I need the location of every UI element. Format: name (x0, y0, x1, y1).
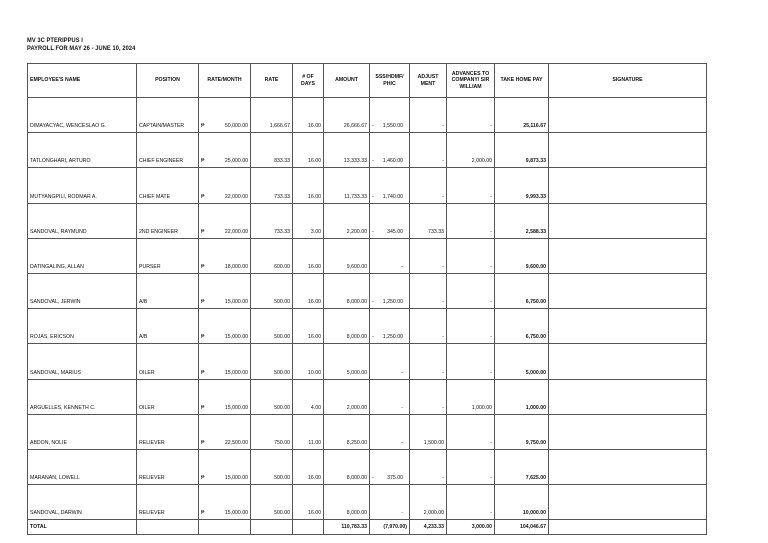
take-home-pay: 9,750.00 (495, 414, 549, 449)
rate-month-value: 25,000.00 (224, 158, 248, 165)
rate-month-value: 18,000.00 (224, 263, 248, 270)
table-row (28, 379, 707, 414)
total-sss: (7,970.00) (370, 520, 410, 535)
table-row (28, 273, 707, 308)
sss-value: 345.00 (387, 228, 403, 235)
table-row (28, 133, 707, 168)
sss-value: - (401, 510, 403, 517)
peso-sign: ₱ (201, 193, 205, 200)
sss-hdmf-phic (370, 273, 410, 308)
rate-month (199, 238, 251, 273)
sss-dash: - (372, 193, 374, 200)
rate-month (199, 485, 251, 520)
sss-dash: - (372, 228, 374, 235)
sss-hdmf-phic (370, 485, 410, 520)
sss-value: - (401, 404, 403, 411)
column-header: SSS/HDMF/ PHIC (370, 64, 410, 98)
sss-hdmf-phic (370, 203, 410, 238)
total-empty (199, 520, 251, 535)
rate: 500.00 (251, 309, 293, 344)
table-row (28, 344, 707, 379)
position: CHIEF ENGINEER (137, 133, 199, 168)
amount: 26,666.67 (324, 98, 370, 133)
adjustment: - (410, 309, 447, 344)
employee-name: DATINGALING, ALLAN (28, 238, 137, 273)
signature-cell (549, 379, 707, 414)
amount: 8,000.00 (324, 485, 370, 520)
rate-month (199, 309, 251, 344)
payroll-period-title: PAYROLL FOR MAY 26 - JUNE 10, 2024 (27, 45, 136, 52)
position: A/B (137, 309, 199, 344)
rate-month (199, 168, 251, 203)
rate-month-value: 15,000.00 (224, 475, 248, 482)
column-header: TAKE HOME PAY (495, 64, 549, 98)
employee-name: SANDOVAL, RAYMUND (28, 203, 137, 238)
rate-month-value: 15,000.00 (224, 510, 248, 517)
table-row (28, 168, 707, 203)
signature-cell (549, 238, 707, 273)
advances: - (447, 344, 495, 379)
rate-month-value: 15,000.00 (224, 369, 248, 376)
days: 16.00 (293, 485, 324, 520)
sss-value: - (401, 263, 403, 270)
sss-value: 1,550.00 (382, 123, 403, 130)
sss-hdmf-phic (370, 344, 410, 379)
column-header: ADJUST MENT (410, 64, 447, 98)
sss-dash: - (372, 123, 374, 130)
take-home-pay: 9,600.00 (495, 238, 549, 273)
adjustment: - (410, 168, 447, 203)
adjustment: - (410, 133, 447, 168)
rate: 500.00 (251, 344, 293, 379)
rate: 1,666.67 (251, 98, 293, 133)
position: PURSER (137, 238, 199, 273)
signature-cell (549, 273, 707, 308)
total-take-home-pay: 104,046.67 (495, 520, 549, 535)
position: OILER (137, 344, 199, 379)
days: 16.00 (293, 273, 324, 308)
total-signature-cell (549, 520, 707, 535)
amount: 8,000.00 (324, 309, 370, 344)
adjustment: - (410, 379, 447, 414)
table-row (28, 449, 707, 484)
rate-month (199, 273, 251, 308)
adjustment: - (410, 449, 447, 484)
peso-sign: ₱ (201, 510, 205, 517)
advances: - (447, 168, 495, 203)
amount: 11,733.33 (324, 168, 370, 203)
advances: 2,000.00 (447, 133, 495, 168)
take-home-pay: 10,000.00 (495, 485, 549, 520)
total-empty (293, 520, 324, 535)
employee-name: ARGUELLES, KENNETH C. (28, 379, 137, 414)
rate: 733.33 (251, 203, 293, 238)
signature-cell (549, 203, 707, 238)
signature-cell (549, 98, 707, 133)
sss-value: 1,250.00 (382, 334, 403, 341)
days: 16.00 (293, 133, 324, 168)
rate: 833.33 (251, 133, 293, 168)
rate: 733.33 (251, 168, 293, 203)
advances: - (447, 203, 495, 238)
adjustment: - (410, 98, 447, 133)
rate-month (199, 344, 251, 379)
position: 2ND ENGINEER (137, 203, 199, 238)
peso-sign: ₱ (201, 334, 205, 341)
employee-name: SANDOVAL, MARIUS (28, 344, 137, 379)
amount: 8,250.00 (324, 414, 370, 449)
employee-name: TATLONGHARI, ARTURO (28, 133, 137, 168)
employee-name: MUTYANGPILI, RODMAR A. (28, 168, 137, 203)
amount: 13,333.33 (324, 133, 370, 168)
sss-value: - (401, 439, 403, 446)
peso-sign: ₱ (201, 404, 205, 411)
total-empty (251, 520, 293, 535)
rate-month (199, 449, 251, 484)
rate-month-value: 22,500.00 (224, 439, 248, 446)
take-home-pay: 2,588.33 (495, 203, 549, 238)
days: 16.00 (293, 309, 324, 344)
take-home-pay: 7,625.00 (495, 449, 549, 484)
rate-month-value: 22,000.00 (224, 228, 248, 235)
sss-value: 1,460.00 (382, 158, 403, 165)
total-adjustment: 4,233.33 (410, 520, 447, 535)
total-row (28, 520, 707, 535)
employee-name: DIMAYACYAC, WENCESLAO G. (28, 98, 137, 133)
sss-hdmf-phic (370, 309, 410, 344)
sss-dash: - (372, 299, 374, 306)
sss-value: 1,250.00 (382, 299, 403, 306)
sss-value: 375.00 (387, 475, 403, 482)
peso-sign: ₱ (201, 299, 205, 306)
take-home-pay: 9,993.33 (495, 168, 549, 203)
sss-hdmf-phic (370, 449, 410, 484)
rate: 500.00 (251, 273, 293, 308)
rate: 500.00 (251, 449, 293, 484)
amount: 8,000.00 (324, 273, 370, 308)
position: RELIEVER (137, 414, 199, 449)
position: RELIEVER (137, 485, 199, 520)
payroll-table (27, 63, 707, 535)
table-row (28, 309, 707, 344)
rate-month-value: 22,000.00 (224, 193, 248, 200)
rate-month (199, 98, 251, 133)
adjustment: - (410, 344, 447, 379)
peso-sign: ₱ (201, 158, 205, 165)
position: A/B (137, 273, 199, 308)
advances: - (447, 309, 495, 344)
peso-sign: ₱ (201, 228, 205, 235)
rate-month-value: 15,000.00 (224, 334, 248, 341)
employee-name: ABDON, NOLIE (28, 414, 137, 449)
table-row (28, 98, 707, 133)
sss-hdmf-phic (370, 98, 410, 133)
rate-month (199, 414, 251, 449)
sss-dash: - (372, 475, 374, 482)
rate: 600.00 (251, 238, 293, 273)
vessel-name: MV 3C PTERIPPUS I (27, 37, 83, 44)
adjustment: 733.33 (410, 203, 447, 238)
advances: - (447, 449, 495, 484)
take-home-pay: 25,116.67 (495, 98, 549, 133)
adjustment: - (410, 273, 447, 308)
signature-cell (549, 485, 707, 520)
sss-hdmf-phic (370, 414, 410, 449)
employee-name: SANDOVAL, JERWIN (28, 273, 137, 308)
sss-hdmf-phic (370, 379, 410, 414)
table-row (28, 485, 707, 520)
advances: - (447, 414, 495, 449)
column-header: RATE/MONTH (199, 64, 251, 98)
total-amount: 110,783.33 (324, 520, 370, 535)
rate: 500.00 (251, 379, 293, 414)
column-header: SIGNATURE (549, 64, 707, 98)
table-row (28, 203, 707, 238)
rate-month-value: 15,000.00 (224, 299, 248, 306)
days: 16.00 (293, 238, 324, 273)
peso-sign: ₱ (201, 475, 205, 482)
rate-month (199, 379, 251, 414)
amount: 8,000.00 (324, 449, 370, 484)
amount: 9,600.00 (324, 238, 370, 273)
amount: 2,200.00 (324, 203, 370, 238)
days: 11.00 (293, 414, 324, 449)
total-advances: 3,000.00 (447, 520, 495, 535)
column-header: RATE (251, 64, 293, 98)
days: 16.00 (293, 98, 324, 133)
column-header: AMOUNT (324, 64, 370, 98)
employee-name: MARANAN, LOWELL (28, 449, 137, 484)
rate: 500.00 (251, 485, 293, 520)
table-row (28, 238, 707, 273)
position: OILER (137, 379, 199, 414)
rate-month-value: 50,000.00 (224, 123, 248, 130)
signature-cell (549, 344, 707, 379)
rate-month (199, 203, 251, 238)
amount: 5,000.00 (324, 344, 370, 379)
position: CAPTAIN/MASTER (137, 98, 199, 133)
sss-dash: - (372, 334, 374, 341)
peso-sign: ₱ (201, 369, 205, 376)
advances: - (447, 238, 495, 273)
sss-dash: - (372, 158, 374, 165)
rate-month (199, 133, 251, 168)
days: 16.00 (293, 449, 324, 484)
days: 4.00 (293, 379, 324, 414)
signature-cell (549, 168, 707, 203)
peso-sign: ₱ (201, 439, 205, 446)
advances: - (447, 98, 495, 133)
signature-cell (549, 133, 707, 168)
table-header-row (28, 64, 707, 98)
rate: 750.00 (251, 414, 293, 449)
position: CHIEF MATE (137, 168, 199, 203)
adjustment: 2,000.00 (410, 485, 447, 520)
employee-name: ROJAS, ERICSON (28, 309, 137, 344)
sss-hdmf-phic (370, 168, 410, 203)
signature-cell (549, 414, 707, 449)
peso-sign: ₱ (201, 123, 205, 130)
take-home-pay: 1,000.00 (495, 379, 549, 414)
column-header: POSITION (137, 64, 199, 98)
column-header: ADVANCES TO COMPANY/ SIR WILLIAM (447, 64, 495, 98)
column-header: # OF DAYS (293, 64, 324, 98)
table-row (28, 414, 707, 449)
advances: - (447, 273, 495, 308)
peso-sign: ₱ (201, 263, 205, 270)
total-empty (137, 520, 199, 535)
take-home-pay: 5,000.00 (495, 344, 549, 379)
advances: - (447, 485, 495, 520)
sss-hdmf-phic (370, 238, 410, 273)
position: RELIEVER (137, 449, 199, 484)
take-home-pay: 6,750.00 (495, 309, 549, 344)
rate-month-value: 15,000.00 (224, 404, 248, 411)
total-label: TOTAL (28, 520, 137, 535)
adjustment: 1,500.00 (410, 414, 447, 449)
employee-name: SANDOVAL, DARWIN (28, 485, 137, 520)
sss-hdmf-phic (370, 133, 410, 168)
column-header: EMPLOYEE'S NAME (28, 64, 137, 98)
signature-cell (549, 449, 707, 484)
take-home-pay: 6,750.00 (495, 273, 549, 308)
sss-value: 1,740.00 (382, 193, 403, 200)
take-home-pay: 9,873.33 (495, 133, 549, 168)
signature-cell (549, 309, 707, 344)
adjustment: - (410, 238, 447, 273)
days: 3.00 (293, 203, 324, 238)
advances: 1,000.00 (447, 379, 495, 414)
amount: 2,000.00 (324, 379, 370, 414)
sss-value: - (401, 369, 403, 376)
days: 10.00 (293, 344, 324, 379)
days: 16.00 (293, 168, 324, 203)
